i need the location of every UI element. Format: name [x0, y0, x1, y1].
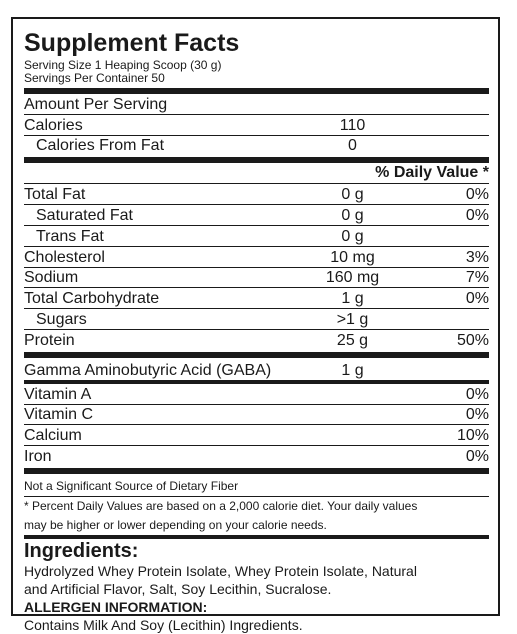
amount-per-serving: Amount Per Serving — [24, 95, 168, 113]
gaba-amount: 1 g — [341, 361, 364, 379]
vitamin-name: Iron — [24, 447, 52, 465]
nutrient-name: Sugars — [36, 310, 87, 328]
nutrient-row — [24, 268, 489, 289]
nutrient-amount: 160 mg — [325, 269, 380, 287]
nutrient-row — [24, 288, 489, 309]
nutrient-amount: 0 g — [341, 206, 364, 224]
calories-value: 110 — [339, 116, 366, 134]
vitamin-name: Vitamin C — [24, 406, 94, 424]
nutrient-dv: 0% — [465, 290, 489, 308]
nutrient-dv: 0% — [465, 206, 489, 224]
calories-row — [24, 115, 489, 136]
supplement-facts-panel — [11, 17, 500, 633]
vitamin-name: Calcium — [24, 427, 82, 445]
nutrient-row — [24, 247, 489, 268]
allergen-heading: ALLERGEN INFORMATION: — [24, 598, 208, 615]
calories-fat-label: Calories From Fat — [36, 137, 165, 155]
ingredients-line: Hydrolyzed Whey Protein Isolate, Whey Protein Isolate, Natural — [24, 562, 417, 579]
nutrient-name: Total Carbohydrate — [24, 290, 160, 308]
nutrient-name: Sodium — [24, 269, 79, 287]
nutrient-amount: 1 g — [341, 290, 364, 308]
nutrient-name: Protein — [24, 331, 75, 349]
nutrient-amount: >1 g — [336, 310, 369, 328]
footnote-fiber: Not a Significant Source of Dietary Fiber — [24, 478, 239, 493]
vitamin-row — [24, 384, 489, 405]
nutrient-amount: 25 g — [336, 331, 369, 349]
footnotes — [24, 474, 489, 535]
nutrient-name: Cholesterol — [24, 248, 105, 266]
nutrient-dv: 3% — [465, 248, 489, 266]
ingredients-line: and Artificial Flavor, Salt, Soy Lecithin, Sucralose. — [24, 580, 332, 597]
label-title: Supplement Facts — [24, 29, 240, 57]
calories-fat-value: 0 — [348, 137, 357, 155]
nutrient-row — [24, 309, 489, 330]
allergen-text: Contains Milk And Soy (Lecithin) Ingredients. — [24, 616, 303, 633]
nutrient-name: Saturated Fat — [36, 206, 133, 224]
nutrient-amount: 0 g — [341, 186, 364, 204]
vitamin-dv: 0% — [465, 385, 489, 403]
nutrient-dv: 0% — [465, 186, 489, 204]
nutrient-row — [24, 205, 489, 226]
footnote-daily-value-2: may be higher or lower depending on your calorie needs. — [24, 517, 327, 532]
nutrient-amount: 10 mg — [330, 248, 375, 266]
nutrient-row — [24, 330, 489, 350]
vitamin-row — [24, 425, 489, 446]
nutrient-dv: 7% — [465, 269, 489, 287]
nutrient-name: Trans Fat — [36, 227, 104, 245]
vitamin-row — [24, 405, 489, 426]
calories-label: Calories — [24, 116, 83, 134]
nutrient-row — [24, 184, 489, 205]
vitamin-dv: 0% — [465, 447, 489, 465]
ingredients-heading: Ingredients: — [24, 539, 139, 562]
serving-size: Serving Size 1 Heaping Scoop (30 g) — [24, 58, 222, 72]
vitamin-row — [24, 446, 489, 466]
calories-fat-row — [24, 136, 489, 156]
vitamin-dv: 10% — [456, 427, 489, 445]
daily-value-header: % Daily Value * — [24, 163, 489, 184]
gaba-name: Gamma Aminobutyric Acid (GABA) — [24, 361, 272, 379]
nutrient-dv: 50% — [456, 331, 489, 349]
footnote-daily-value-1: * Percent Daily Values are based on a 2,000 calorie diet. Your daily values — [24, 498, 418, 513]
nutrient-row — [24, 226, 489, 247]
nutrient-name: Total Fat — [24, 186, 86, 204]
amount-per-serving-row — [24, 94, 489, 115]
nutrient-amount: 0 g — [341, 227, 364, 245]
gaba-row — [24, 358, 489, 380]
servings-per-container: Servings Per Container 50 — [24, 71, 165, 85]
vitamin-dv: 0% — [465, 406, 489, 424]
vitamin-name: Vitamin A — [24, 385, 92, 403]
divider-medium — [24, 535, 489, 539]
